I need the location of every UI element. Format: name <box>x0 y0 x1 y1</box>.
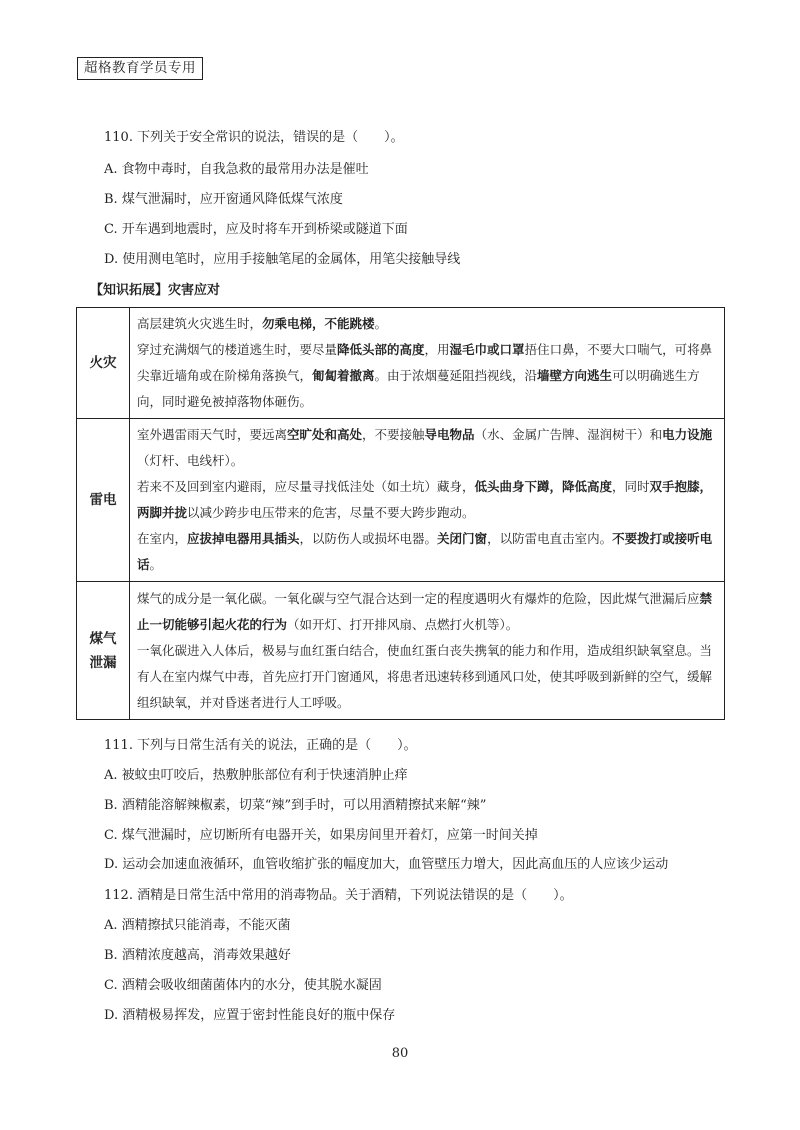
gas-paragraph-1: 煤气的成分是一氧化碳。一氧化碳与空气混合达到一定的程度遇明火有爆炸的危险，因此煤气泄漏后应禁止一切能够引起火花的行为（如开灯、打开排风扇、点燃打火机等）。 <box>137 590 713 632</box>
question-112-option-a: A. 酒精擦拭只能消毒，不能灭菌 <box>104 918 291 933</box>
table-row-thunder <box>77 419 725 582</box>
question-111-stem: 111. 下列与日常生活有关的说法，正确的是（ ）。 <box>104 738 417 753</box>
disaster-response-table <box>76 307 725 720</box>
question-110-option-a: A. 食物中毒时，自我急救的最常用办法是催吐 <box>104 162 369 177</box>
row-content-gas <box>130 582 725 720</box>
table-row-fire <box>77 308 725 419</box>
question-111-option-a: A. 被蚊虫叮咬后，热敷肿胀部位有利于快速消肿止痒 <box>104 768 408 783</box>
gas-paragraph-2: 一氧化碳进入人体后，极易与血红蛋白结合，使血红蛋白丧失携氧的能力和作用，造成组织缺氧窒息。当有人在室内煤气中毒，首先应打开门窗通风，将患者迅速转移到通风口处，使其呼吸到新鲜的空气，缓解组织缺氧，并对昏迷者进行人工呼吸。 <box>137 642 713 710</box>
question-110-stem: 110. 下列关于安全常识的说法，错误的是（ ）。 <box>104 130 404 145</box>
row-label-thunder: 雷电 <box>77 419 130 582</box>
thunder-paragraph-3: 在室内，应拔掉电器用具插头，以防伤人或损坏电器。关闭门窗，以防雷电直击室内。不要拨打或接听电话。 <box>137 531 713 572</box>
page-number: 80 <box>391 1046 409 1061</box>
thunder-paragraph-2: 若来不及回到室内避雨，应尽量寻找低洼处（如土坑）藏身，低头曲身下蹲，降低高度，同时双手抱膝，两脚并拢以减少跨步电压带来的危害，尽量不要大跨步跑动。 <box>137 479 713 520</box>
question-110-option-c: C. 开车遇到地震时，应及时将车开到桥梁或隧道下面 <box>104 222 408 237</box>
row-content-fire <box>130 308 725 419</box>
header-stamp: 超格教育学员专用 <box>77 57 203 80</box>
row-label-gas: 煤气 泄漏 <box>77 582 130 720</box>
question-111-option-d: D. 运动会加速血液循环，血管收缩扩张的幅度加大，血管壁压力增大，因此高血压的人应该少运动 <box>104 857 669 872</box>
table-row-gas <box>77 582 725 720</box>
fire-paragraph-1: 高层建筑火灾逃生时，勿乘电梯，不能跳楼。 <box>137 316 388 331</box>
question-112-option-d: D. 酒精极易挥发，应置于密封性能良好的瓶中保存 <box>104 1008 396 1023</box>
question-112-stem: 112. 酒精是日常生活中常用的消毒物品。关于酒精，下列说法错误的是（ ）。 <box>104 888 573 903</box>
question-110-option-d: D. 使用测电笔时，应用手接触笔尾的金属体，用笔尖接触导线 <box>104 252 461 267</box>
question-112-option-b: B. 酒精浓度越高，消毒效果越好 <box>104 948 291 963</box>
fire-paragraph-2: 穿过充满烟气的楼道逃生时，要尽量降低头部的高度，用湿毛巾或口罩捂住口鼻，不要大口喘气，可将鼻尖靠近墙角或在阶梯角落换气，匍匐着撤离。由于浓烟蔓延阻挡视线，沿墙壁方向逃生可以明确逃生方向，同时避免被掉落物体砸伤。 <box>137 342 713 409</box>
row-content-thunder <box>130 419 725 582</box>
question-110-option-b: B. 煤气泄漏时，应开窗通风降低煤气浓度 <box>104 192 343 207</box>
question-111-option-c: C. 煤气泄漏时，应切断所有电器开关，如果房间里开着灯，应第一时间关掉 <box>104 828 538 843</box>
thunder-paragraph-1: 室外遇雷雨天气时，要远离空旷处和高处，不要接触导电物品（水、金属广告牌、湿润树干）和电力设施（灯杆、电线杆）。 <box>137 427 713 468</box>
row-label-fire: 火灾 <box>77 308 130 419</box>
knowledge-heading: 【知识拓展】灾害应对 <box>90 283 221 298</box>
question-112-option-c: C. 酒精会吸收细菌菌体内的水分，使其脱水凝固 <box>104 978 382 993</box>
question-111-option-b: B. 酒精能溶解辣椒素，切菜“辣”到手时，可以用酒精擦拭来解“辣” <box>104 798 487 813</box>
